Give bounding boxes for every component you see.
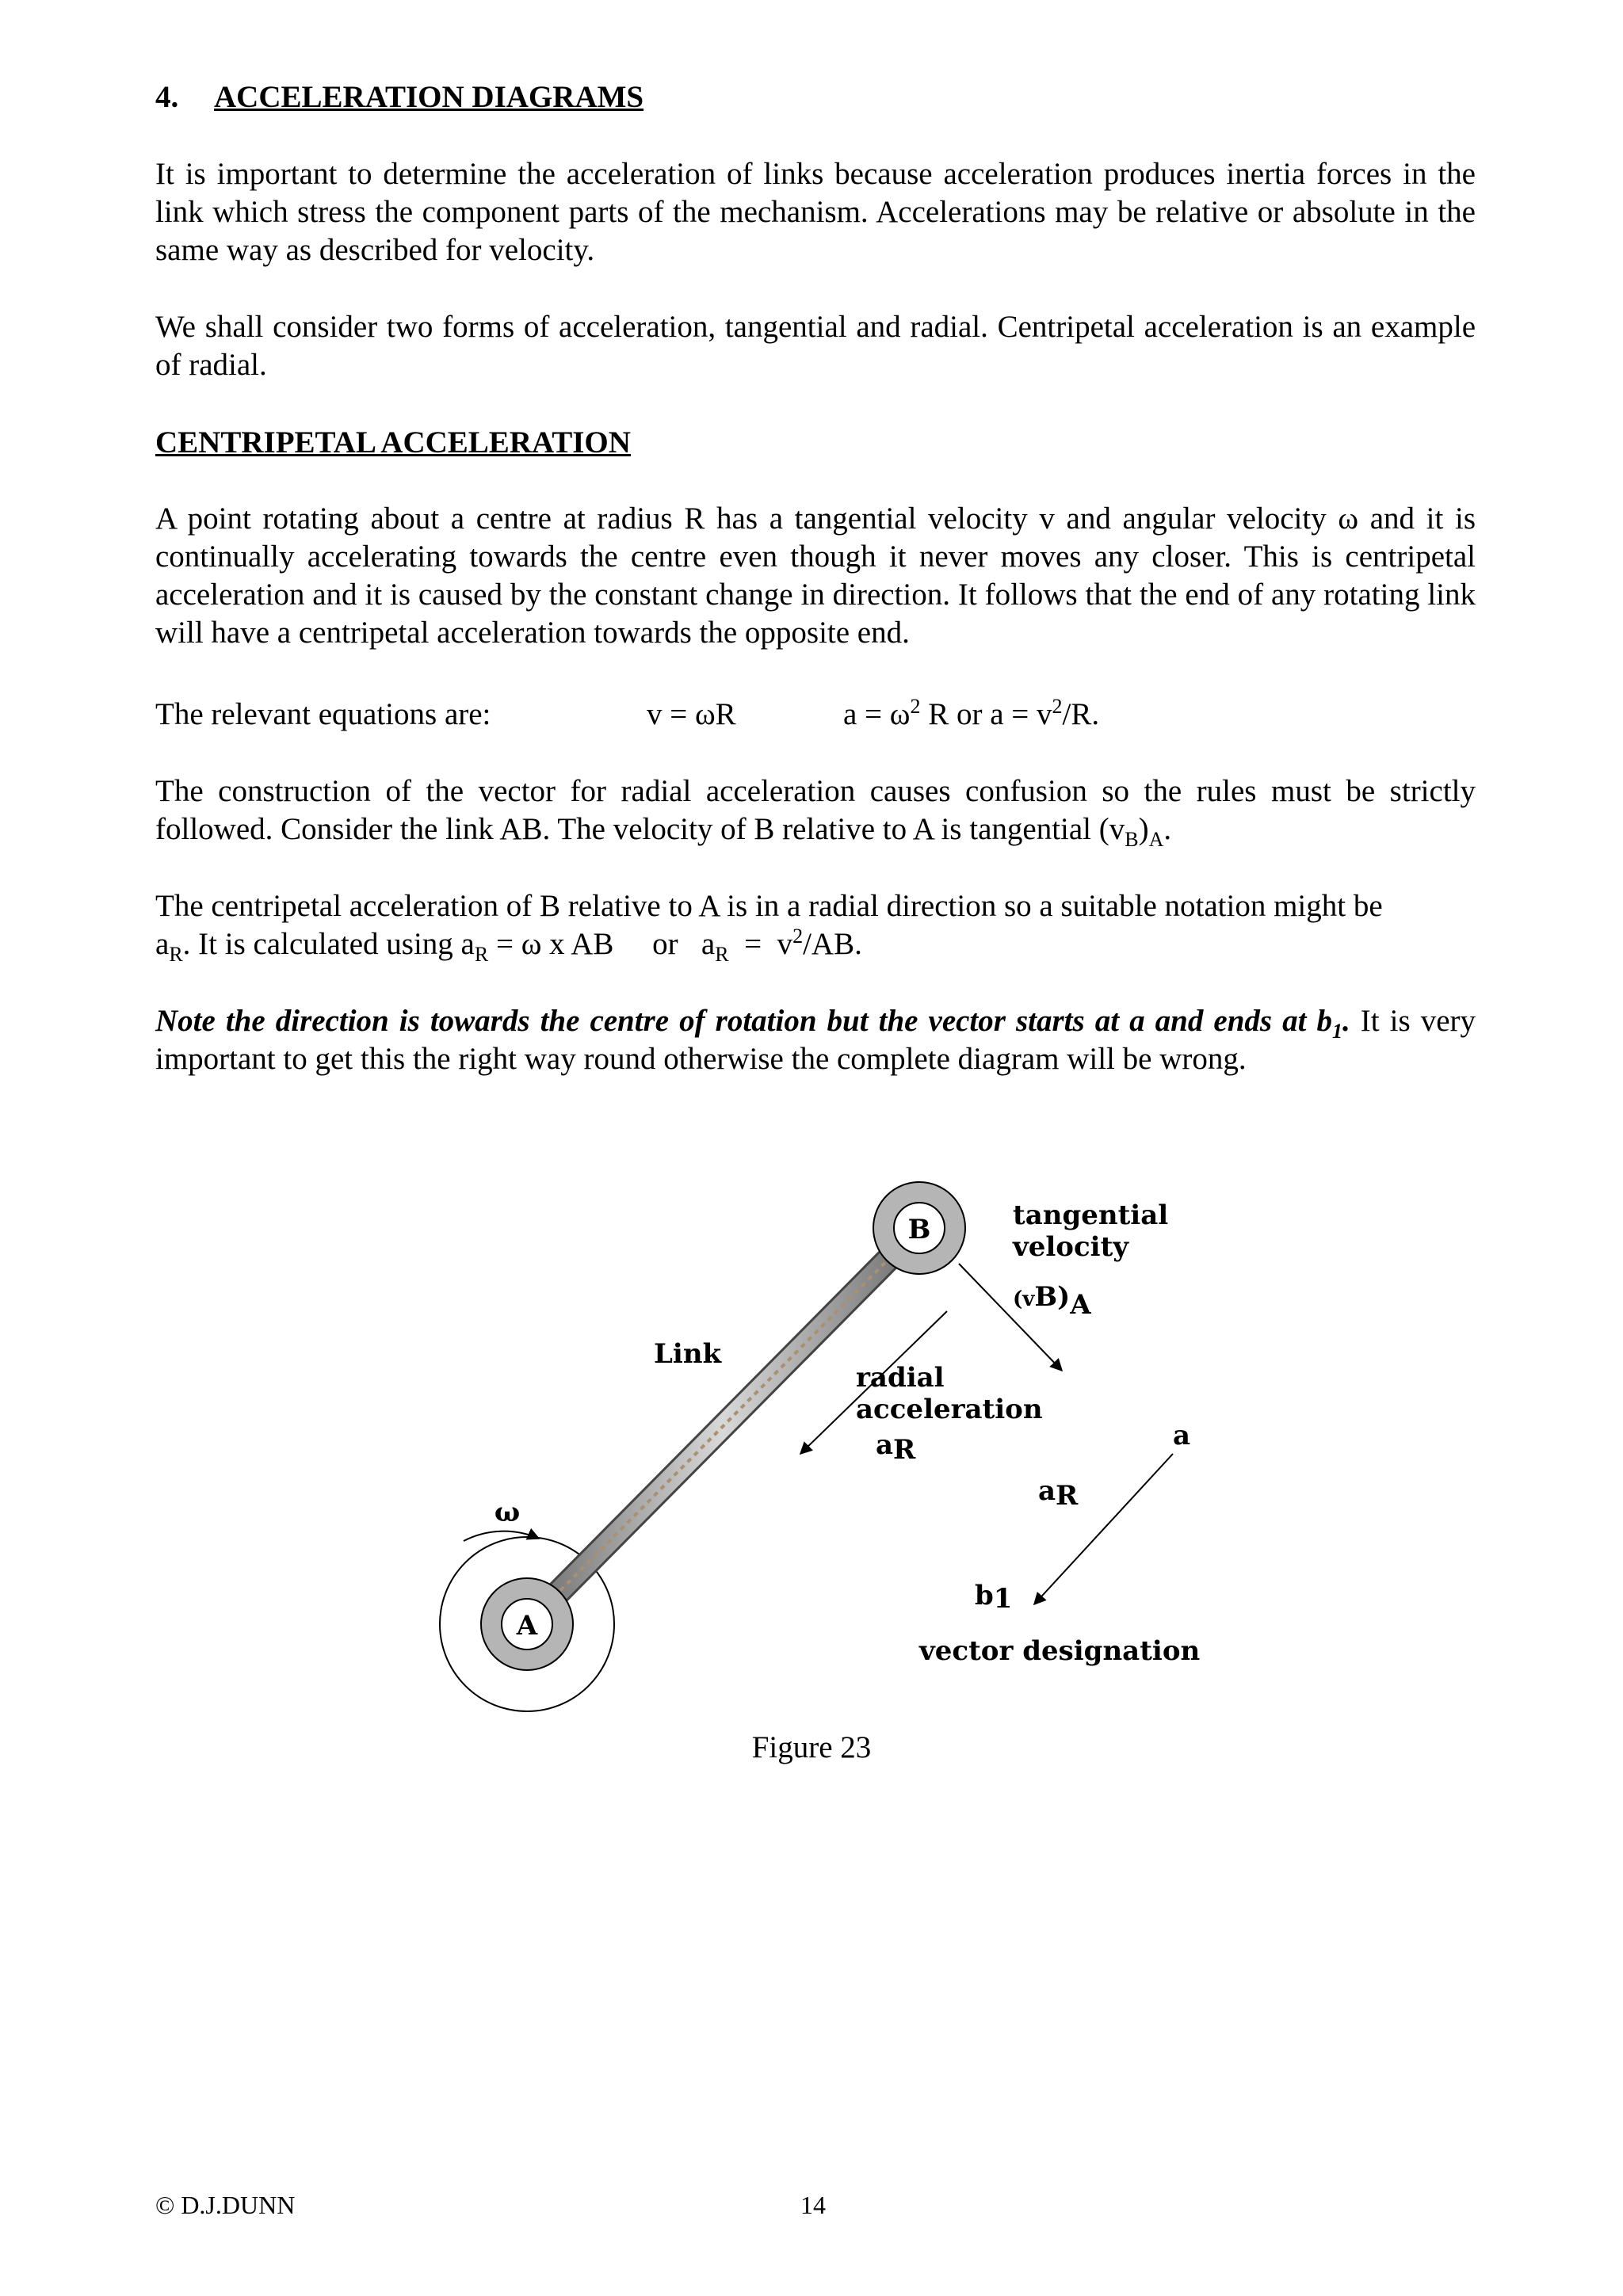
paragraph-forms: We shall consider two forms of acceleration, tangential and radial. Centripetal acceleration is an example of radial. <box>155 310 1476 382</box>
omega-arrow <box>464 1531 539 1541</box>
link-rod <box>527 1228 919 1624</box>
equation-velocity: v = ωR <box>647 697 736 731</box>
section-heading <box>155 79 643 115</box>
subheading <box>155 425 631 460</box>
label-tangential: tangential <box>1013 1199 1169 1231</box>
footer-page-number: 14 <box>800 2191 826 2219</box>
tangential-velocity-arrow <box>959 1264 1062 1371</box>
equation-acceleration: $a = \omega^2$ R or $a = v^2/R$. <box>843 695 1100 731</box>
label-vba: (vB)A <box>1013 1281 1091 1321</box>
paragraph-centripetal: A point rotating about a centre at radius R has a tangential velocity v and angular velocity ω and it is continually accelerating towards the centre even though it never moves any closer. This is centripetal acceleration and it is caused by the constant change in direction. It follows that the end of any rotating link will have a centripetal acceleration towards the opposite end. <box>155 502 1476 650</box>
section-title: ACCELERATION DIAGRAMS <box>214 80 644 114</box>
label-radial: radial <box>856 1362 945 1394</box>
paragraph-construction: The construction of the vector for radial acceleration causes confusion so the rules must be strictly followed. Consider the link AB. The velocity of B relative to A is tangential $(v_B)_A$. <box>155 774 1476 851</box>
pivot-a <box>481 1578 573 1670</box>
figure-caption: Figure 23 <box>751 1730 872 1764</box>
label-omega: ω <box>494 1497 521 1528</box>
label-acceleration: acceleration <box>856 1394 1043 1425</box>
label-vector-a: a <box>1173 1420 1191 1451</box>
paragraph-intro: It is important to determine the acceleration of links because acceleration produces inertia forces in the link which stress the component parts of the mechanism. Accelerations may be relative or absolute in the same way as described for velocity. <box>155 157 1476 267</box>
subheading-title: CENTRIPETAL ACCELERATION <box>155 425 631 460</box>
equations-label: The relevant equations are: <box>155 697 491 731</box>
footer-copyright: © D.J.DUNN <box>155 2191 296 2219</box>
label-ar-radial: aR <box>876 1429 916 1466</box>
label-link: Link <box>654 1338 722 1370</box>
section-number: 4. <box>155 80 179 114</box>
label-b: B <box>907 1214 931 1245</box>
label-vector-b1: b1 <box>975 1580 1013 1615</box>
pivot-b <box>873 1182 965 1274</box>
label-ar-vector: aR <box>1038 1475 1079 1512</box>
figure-23-diagram <box>420 1153 1220 1723</box>
label-a: A <box>516 1610 538 1642</box>
label-velocity: velocity <box>1013 1231 1129 1263</box>
paragraph-note: Note the direction is towards the centre of rotation but the vector starts at a and ends at $b_1$. It is very important to get this the right way round otherwise the complete diagram will be wrong. <box>155 1004 1476 1076</box>
label-vector-designation: vector designation <box>919 1635 1201 1667</box>
paragraph-notation: The centripetal acceleration of B relative to A is in a radial direction so a suitable notation might be $a_R$. It is calculated using $a_R = \omega$ x AB or $a_R = v^2/AB$. <box>155 889 1383 966</box>
